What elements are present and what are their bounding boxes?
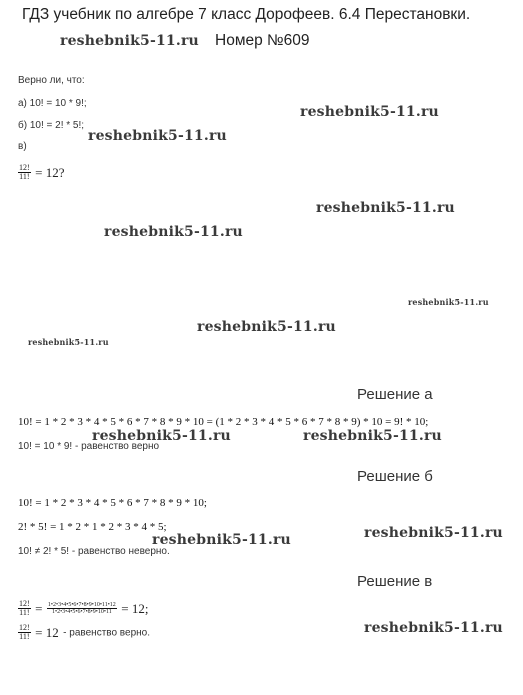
- fraction-denominator: 1•2•3•4•5•6•7•8•9•10•11: [51, 609, 112, 616]
- watermark: reshebnik5-11.ru: [364, 620, 503, 636]
- equals-sign: =: [35, 600, 43, 616]
- solution-c-line-2: [18, 624, 150, 642]
- watermark: reshebnik5-11.ru: [28, 337, 109, 347]
- solution-a-heading: Решение а: [357, 386, 433, 403]
- watermark: reshebnik5-11.ru: [152, 532, 291, 548]
- fraction-numerator: 12!: [19, 163, 30, 172]
- solution-b-line-2: 2! * 5! = 1 * 2 * 1 * 2 * 3 * 4 * 5;: [18, 521, 167, 533]
- solution-c-heading: Решение в: [357, 573, 433, 590]
- fraction-denominator: 11!: [19, 632, 30, 642]
- task-item-a: а) 10! = 10 * 9!;: [18, 98, 87, 109]
- fraction: [18, 164, 31, 182]
- page-title: ГДЗ учебник по алгебре 7 класс Дорофеев. 6.4 Перестановки.: [22, 6, 471, 23]
- fraction-numerator: 12!: [19, 599, 30, 608]
- task-item-b: б) 10! = 2! * 5!;: [18, 120, 85, 131]
- page-subtitle: Номер №609: [215, 32, 310, 49]
- equation-rhs: = 12;: [121, 600, 149, 616]
- fraction-numerator: 12!: [19, 623, 30, 632]
- equation-rhs: = 12?: [35, 164, 65, 180]
- watermark: reshebnik5-11.ru: [92, 428, 231, 444]
- watermark: reshebnik5-11.ru: [408, 297, 489, 307]
- watermark: reshebnik5-11.ru: [364, 525, 503, 541]
- fraction: [18, 600, 31, 618]
- task-item-c-formula: [18, 164, 64, 182]
- solution-b-line-1: 10! = 1 * 2 * 3 * 4 * 5 * 6 * 7 * 8 * 9 * 10;: [18, 497, 207, 509]
- watermark: reshebnik5-11.ru: [303, 428, 442, 444]
- fraction: [47, 602, 117, 616]
- watermark: reshebnik5-11.ru: [316, 200, 455, 216]
- watermark: reshebnik5-11.ru: [104, 224, 243, 240]
- solution-b-heading: Решение б: [357, 468, 433, 485]
- task-intro: Верно ли, что:: [18, 75, 85, 86]
- fraction-denominator: 11!: [19, 608, 30, 618]
- solution-a-line-2: 10! = 10 * 9! - равенство верно: [18, 441, 160, 452]
- equation-rhs: = 12: [35, 624, 59, 640]
- solution-b-line-3: 10! ≠ 2! * 5! - равенство неверно.: [18, 546, 170, 557]
- watermark: reshebnik5-11.ru: [197, 319, 336, 335]
- fraction-numerator: 1•2•3•4•5•6•7•8•9•10•11•12: [47, 602, 116, 609]
- solution-a-line-1: 10! = 1 * 2 * 3 * 4 * 5 * 6 * 7 * 8 * 9 * 10 = (1 * 2 * 3 * 4 * 5 * 6 * 7 * 8 * 9) * 10 = 9! * 10;: [18, 416, 429, 428]
- fraction: [18, 624, 31, 642]
- solution-c-line-1: [18, 600, 148, 618]
- watermark: reshebnik5-11.ru: [60, 33, 199, 49]
- task-item-c: в): [18, 141, 27, 152]
- equation-note: - равенство верно.: [63, 627, 150, 639]
- fraction-denominator: 11!: [19, 172, 30, 182]
- watermark: reshebnik5-11.ru: [300, 104, 439, 120]
- watermark: reshebnik5-11.ru: [88, 128, 227, 144]
